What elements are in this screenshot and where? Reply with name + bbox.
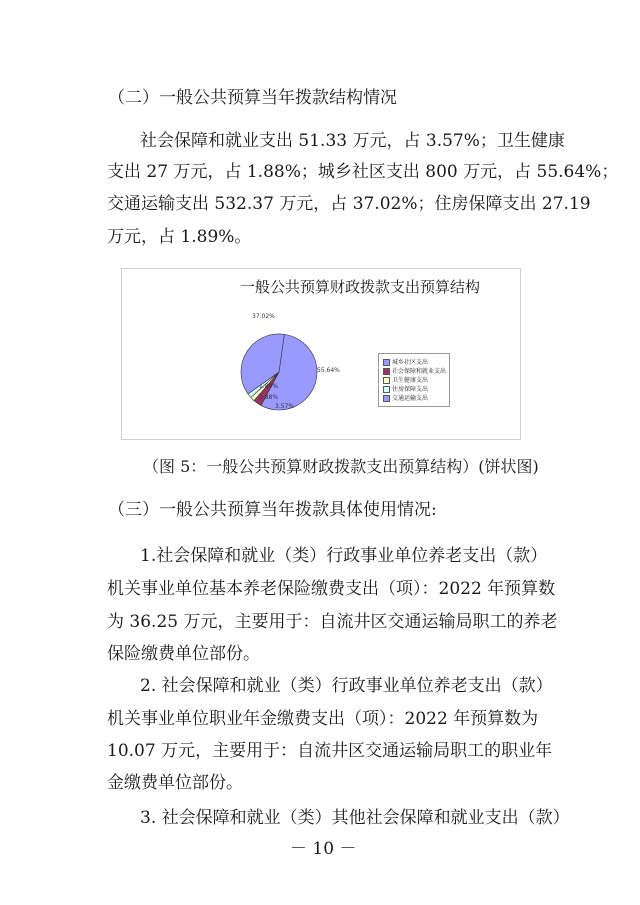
- figure-caption: （图 5：一般公共预算财政拨款支出预算结构）(饼状图): [143, 457, 539, 476]
- item1-line4: 保险缴费单位部份。: [107, 644, 260, 664]
- item2-line4: 金缴费单位部份。: [107, 773, 243, 793]
- paragraph1-line1: 社会保障和就业支出 51.33 万元，占 3.57%；卫生健康: [140, 131, 565, 151]
- pie-label-social-security: 3.57%: [275, 403, 295, 410]
- page-number: － 10 －: [290, 839, 357, 859]
- paragraph1-line2: 支出 27 万元，占 1.88%；城乡社区支出 800 万元，占 55.64%；: [107, 162, 619, 182]
- item3-line1: 3. 社会保障和就业（类）其他社会保障和就业支出（款）: [140, 808, 570, 828]
- item2-line2: 机关事业单位职业年金缴费支出（项）：2022 年预算数为: [107, 709, 539, 729]
- item2-line3: 10.07 万元，主要用于：自流井区交通运输局职工的职业年: [107, 741, 553, 761]
- item1-line1: 1.社会保障和就业（类）行政事业单位养老支出（款）: [140, 546, 548, 566]
- legend-item-housing: [383, 386, 428, 394]
- legend-item-transport: [383, 395, 428, 403]
- chart-legend: [378, 353, 450, 407]
- legend-item-social-security: [383, 368, 446, 376]
- legend-swatch: [383, 386, 390, 393]
- pie-label-housing: 1.89%: [259, 383, 279, 390]
- legend-item-health: [383, 377, 428, 385]
- paragraph1-line3: 交通运输支出 532.37 万元，占 37.02%；住房保障支出 27.19: [107, 194, 591, 214]
- legend-label: 住房保障支出: [392, 386, 429, 393]
- item1-line3: 为 36.25 万元，主要用于：自流井区交通运输局职工的养老: [107, 612, 558, 632]
- pie-label-transport: 37.02%: [252, 313, 275, 320]
- legend-swatch: [383, 395, 390, 402]
- pie-svg: [122, 269, 520, 439]
- pie-chart: [121, 268, 521, 440]
- pie-label-health: 1.88%: [259, 394, 279, 401]
- legend-label: 城乡社区支出: [392, 359, 429, 366]
- legend-swatch: [383, 359, 390, 366]
- paragraph1-line4: 万元，占 1.89%。: [107, 227, 252, 247]
- legend-item-urban-rural: [383, 359, 428, 367]
- pie-label-urban-rural: 55.64%: [317, 367, 340, 374]
- section2-heading: （二）一般公共预算当年拨款结构情况: [108, 88, 397, 108]
- legend-label: 交通运输支出: [392, 395, 429, 402]
- item1-line2: 机关事业单位基本养老保险缴费支出（项）：2022 年预算数: [107, 579, 556, 599]
- legend-label: 社会保障和就业支出: [392, 368, 447, 375]
- legend-label: 卫生健康支出: [392, 377, 429, 384]
- chart-title: 一般公共预算财政拨款支出预算结构: [240, 278, 481, 296]
- item2-line1: 2. 社会保障和就业（类）行政事业单位养老支出（款）: [140, 676, 553, 696]
- section3-heading: （三）一般公共预算当年拨款具体使用情况:: [108, 500, 437, 520]
- legend-swatch: [383, 368, 390, 375]
- legend-swatch: [383, 377, 390, 384]
